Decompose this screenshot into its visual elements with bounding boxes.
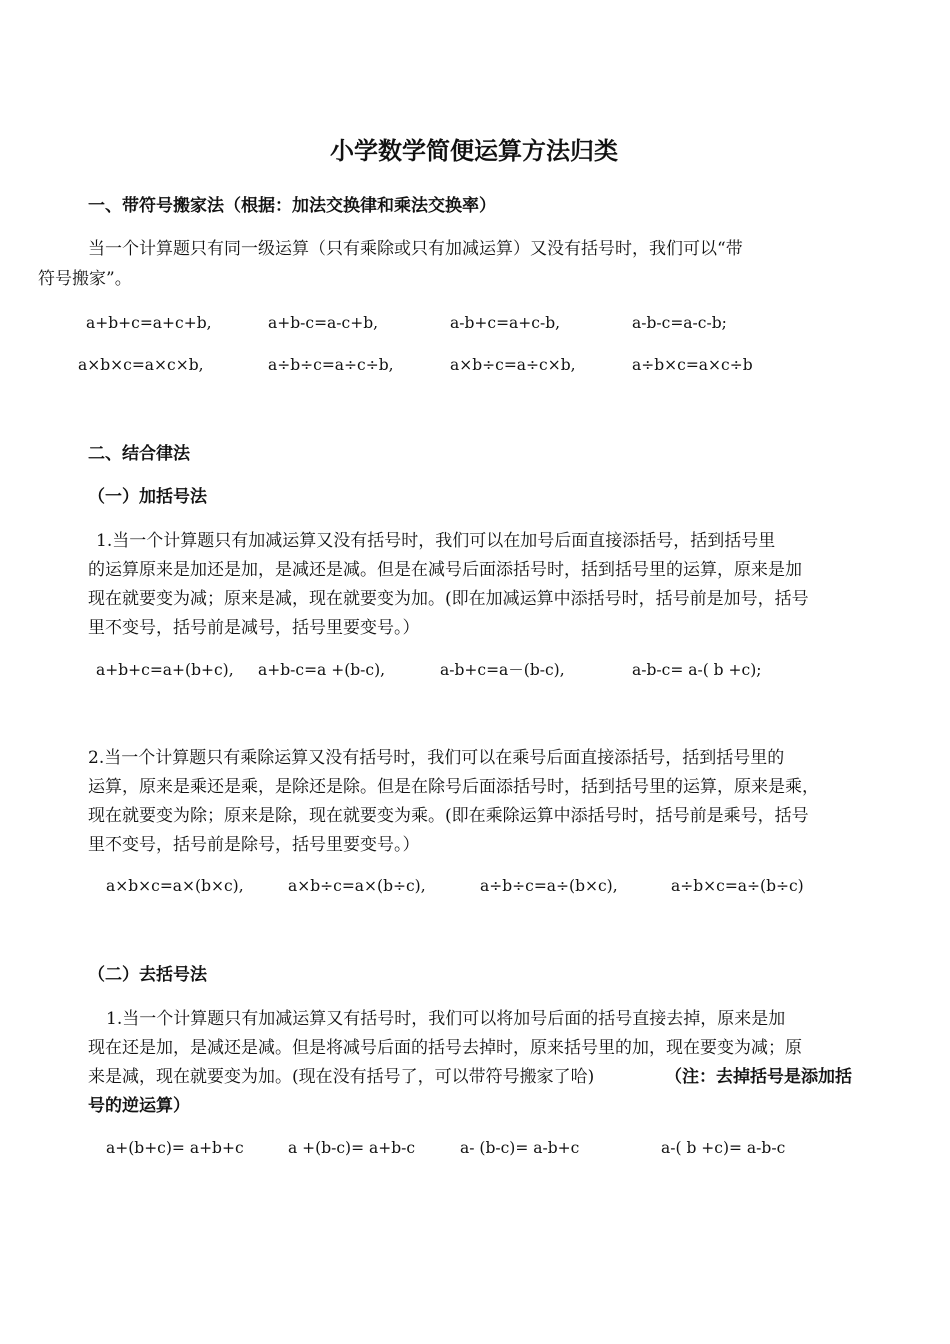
formula: a- (b-c)= a-b+c xyxy=(460,1139,580,1157)
subsection-1-para-2-line-4: 里不变号，括号前是除号，括号里要变号。） xyxy=(88,835,420,855)
formula: a-b+c=a－(b-c), xyxy=(440,661,565,679)
section-2-heading: 二、结合律法 xyxy=(88,444,190,464)
subsection-2-para-line-3: 来是减，现在就要变为加。(现在没有括号了，可以带符号搬家了哈) xyxy=(88,1067,595,1087)
formula: a+b+c=a+(b+c), xyxy=(96,661,234,679)
formula: a×b÷c=a÷c×b, xyxy=(450,356,576,374)
formula: a+b-c=a-c+b, xyxy=(268,314,379,332)
subsection-1-para-1-line-2: 的运算原来是加还是加，是减还是减。但是在减号后面添括号时，括到括号里的运算，原来是加 xyxy=(88,560,802,580)
subsection-2-para-line-1: 1.当一个计算题只有加减运算又有括号时，我们可以将加号后面的括号直接去掉，原来是加 xyxy=(106,1009,786,1029)
formula: a-( b +c)= a-b-c xyxy=(661,1139,786,1157)
subsection-1-para-1-line-3: 现在就要变为减；原来是减，现在就要变为加。(即在加减运算中添括号时，括号前是加号，括号 xyxy=(88,589,809,609)
formula: a×b×c=a×(b×c), xyxy=(106,877,244,895)
formula: a-b+c=a+c-b, xyxy=(450,314,561,332)
formula: a +(b-c)= a+b-c xyxy=(288,1139,416,1157)
formula: a÷b÷c=a÷c÷b, xyxy=(268,356,394,374)
subsection-2-heading: （二）去括号法 xyxy=(88,965,207,985)
section-1-para-line-2: 符号搬家”。 xyxy=(38,269,132,289)
formula: a÷b×c=a×c÷b xyxy=(632,356,753,374)
formula: a+b-c=a +(b-c), xyxy=(258,661,386,679)
formula: a÷b×c=a÷(b÷c) xyxy=(671,877,804,895)
subsection-1-para-2-line-3: 现在就要变为除；原来是除，现在就要变为乘。(即在乘除运算中添括号时，括号前是乘号，括号 xyxy=(88,806,809,826)
formula: a+b+c=a+c+b, xyxy=(86,314,212,332)
formula: a×b×c=a×c×b, xyxy=(78,356,204,374)
section-1-heading: 一、带符号搬家法（根据：加法交换律和乘法交换率） xyxy=(88,196,496,216)
subsection-1-para-1-line-1: 1.当一个计算题只有加减运算又没有括号时，我们可以在加号后面直接添括号，括到括号里 xyxy=(96,531,776,551)
formula: a×b÷c=a×(b÷c), xyxy=(288,877,426,895)
subsection-2-para-line-2: 现在还是加，是减还是减。但是将减号后面的括号去掉时，原来括号里的加，现在要变为减；原 xyxy=(88,1038,802,1058)
formula: a-b-c= a-( b +c); xyxy=(632,661,762,679)
formula: a-b-c=a-c-b; xyxy=(632,314,727,332)
subsection-1-para-2-line-2: 运算，原来是乘还是乘，是除还是除。但是在除号后面添括号时，括到括号里的运算，原来是乘， xyxy=(88,777,819,797)
subsection-1-para-2-line-1: 2.当一个计算题只有乘除运算又没有括号时，我们可以在乘号后面直接添括号，括到括号里的 xyxy=(88,748,785,768)
formula: a÷b÷c=a÷(b×c), xyxy=(480,877,618,895)
subsection-2-note-line-1: （注：去掉括号是添加括 xyxy=(665,1067,852,1087)
section-1-para-line-1: 当一个计算题只有同一级运算（只有乘除或只有加减运算）又没有括号时，我们可以“带 xyxy=(88,239,743,259)
page-title: 小学数学简便运算方法归类 xyxy=(330,136,618,165)
subsection-1-para-1-line-4: 里不变号，括号前是减号，括号里要变号。） xyxy=(88,618,420,638)
formula: a+(b+c)= a+b+c xyxy=(106,1139,244,1157)
subsection-1-heading: （一）加括号法 xyxy=(88,487,207,507)
subsection-2-note-line-2: 号的逆运算） xyxy=(88,1096,190,1116)
